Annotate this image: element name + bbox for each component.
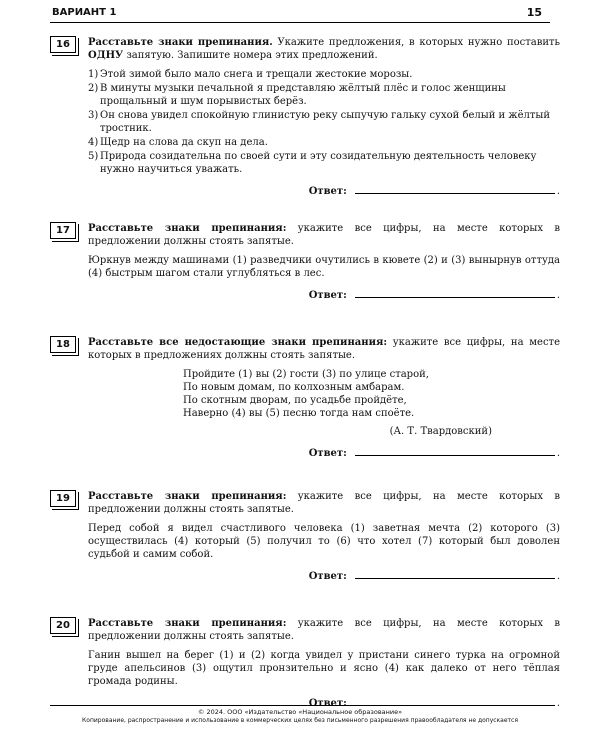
task-19 [50,490,560,583]
poem-line: По скотным дворам, по усадьбе пройдёте, [183,395,407,406]
list-item: 3) Он снова увидел спокойную глинистую реку сыпучую гальку сухой белый и жёлтый тростник. [88,110,551,134]
footer-notice: Копирование, распространение и использование в коммерческих целях без письменного разрешения правообладателя не допускается [82,717,518,724]
task-number: 16 [50,36,76,53]
task-number: 18 [50,336,76,353]
task-sentence: Юркнув между машинами (1) разведчики очутились в кювете (2) и (3) вынырнув оттуда (4) быстрым шагом стали углубляться в лес. [88,255,560,279]
poem-line: Наверно (4) вы (5) песню тогда нам споёте. [183,408,415,419]
poem-line: Пройдите (1) вы (2) гости (3) по улице старой, [183,369,429,380]
answer-field[interactable]: Ответ: . [308,186,560,197]
answer-field[interactable]: Ответ: . [308,290,560,301]
answer-field[interactable]: Ответ: . [308,571,560,582]
list-item: 5) Природа созидательна по своей сути и эту созидательную деятельность человеку нужно научиться уважать. [88,151,537,175]
task-17 [50,222,560,302]
task-20 [50,617,560,710]
header-rule [50,22,550,23]
task-16 [50,36,560,198]
task-number: 20 [50,617,76,634]
page-number: 15 [526,6,542,19]
list-item: 1) Этой зимой было мало снега и трещали жестокие морозы. [88,69,413,80]
task-instruction: Расставьте знаки препинания: укажите все цифры, на месте которых в предложении должны стоять запятые. [88,223,560,247]
poem-line: По новым домам, по колхозным амбарам. [183,382,405,393]
task-sentence: Перед собой я видел счастливого человека (1) заветная мечта (2) которого (3) осуществилась (4) который (5) получил то (6) что хотел (7) который был доволен судьбой и самим собой. [88,523,560,560]
task-18 [50,336,560,460]
list-item: 2) В минуты музыки печальной я представляю жёлтый плёс и голос женщины прощальный и шум порывистых берёз. [88,83,506,107]
sentence-list [88,68,560,176]
footer-rule [50,705,550,706]
poem-author: (А. Т. Твардовский) [389,426,492,437]
task-sentence: Ганин вышел на берег (1) и (2) когда увидел у пристани синего турка на огромной груде апельсинов (3) ощутил пронзительно и ясно (4) как далеко от него тёплая громада родины. [88,650,560,687]
poem [183,368,560,420]
task-instruction: Расставьте знаки препинания: укажите все цифры, на месте которых в предложении должны стоять запятые. [88,491,560,515]
task-instruction: Расставьте знаки препинания. Укажите предложения, в которых нужно поставить ОДНУ запятую. Запишите номера этих предложений. [88,37,561,61]
task-number: 19 [50,490,76,507]
answer-field[interactable]: Ответ: . [308,698,560,709]
footer-copyright: © 2024. ООО «Издательство «Национальное образование» [197,708,403,716]
header-variant: ВАРИАНТ 1 [52,7,117,18]
task-instruction: Расставьте знаки препинания: укажите все цифры, на месте которых в предложении должны стоять запятые. [88,618,560,642]
list-item: 4) Щедр на слова да скуп на дела. [88,137,268,148]
answer-field[interactable]: Ответ: . [308,448,560,459]
task-number: 17 [50,222,76,239]
task-instruction: Расставьте все недостающие знаки препинания: укажите все цифры, на месте которых в предложениях должны стоять запятые. [88,337,560,361]
